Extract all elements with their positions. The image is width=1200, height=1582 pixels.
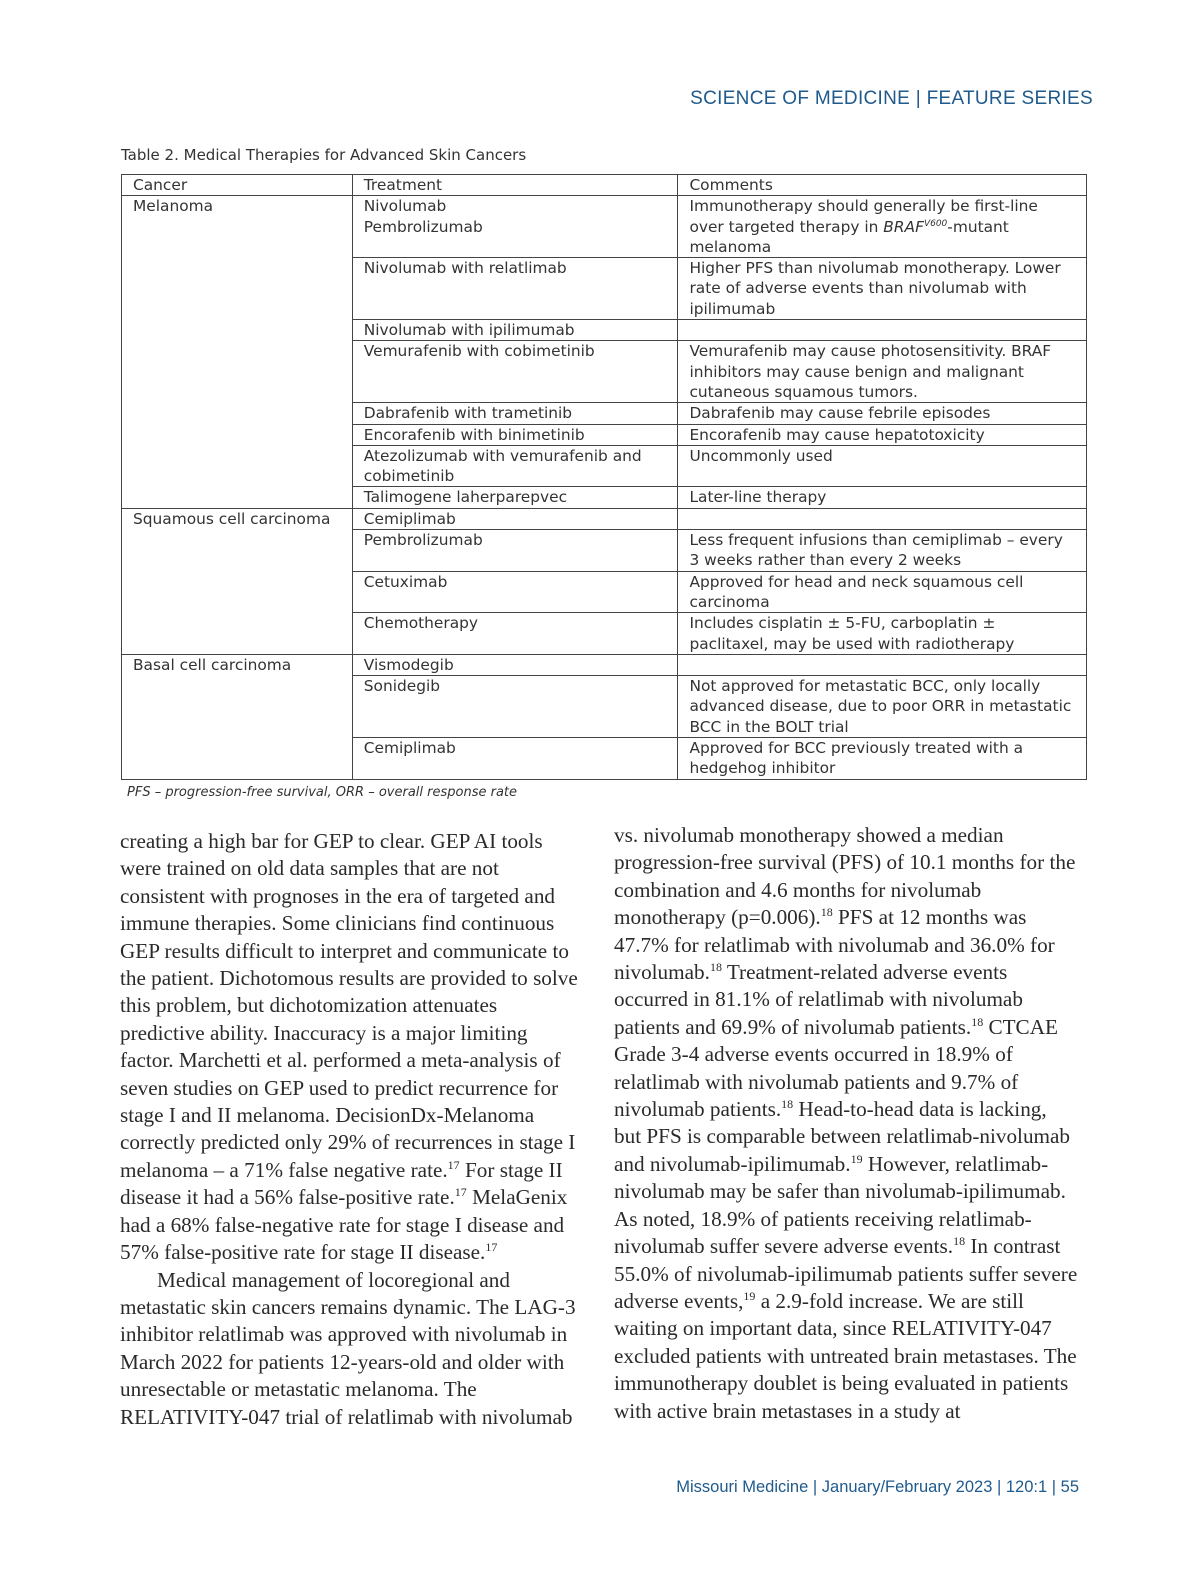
footer-divider: |: [812, 1478, 818, 1496]
comment-cell: Vemurafenib may cause photosensitivity. BRAF inhibitors may cause benign and malignant cutaneous squamous tumors.: [678, 341, 1087, 403]
treatment-cell: Cemiplimab: [352, 738, 678, 780]
comment-cell: Dabrafenib may cause febrile episodes: [678, 403, 1087, 424]
table-footnote: PFS – progression-free survival, ORR – overall response rate: [127, 785, 518, 800]
body-text: vs. nivolumab monotherapy showed a median progression-free survival (PFS) of 10.1 months for the combination and 4.6 months for nivolumab monotherapy (p=0.006).: [614, 823, 1076, 930]
comment-cell: Less frequent infusions than cemiplimab – every 3 weeks rather than every 2 weeks: [678, 530, 1087, 572]
body-paragraph: Medical management of locoregional and metastatic skin cancers remains dynamic. The LAG-3 inhibitor relatlimab was approved with nivolumab in March 2022 for patients 12-years-old and older with unresectable or metastatic melanoma. The RELATIVITY-047 trial of relatlimab with nivolumab: [120, 1267, 576, 1429]
body-text: For stage II disease it had a 56% false-positive rate.: [120, 1157, 563, 1210]
table-row: [122, 508, 1087, 529]
body-paragraph: [120, 828, 585, 1267]
treatment-cell: Sonidegib: [352, 676, 678, 738]
body-text: PFS at 12 months was 47.7% for relatlimab with nivolumab and 36.0% for nivolumab.: [614, 905, 1055, 985]
header-comments: Comments: [678, 175, 1087, 196]
citation-ref: 18: [709, 959, 722, 974]
body-text: In contrast 55.0% of nivolumab-ipilimumab patients suffer severe adverse events,: [614, 1234, 1078, 1313]
body-column-right: [614, 822, 1079, 1425]
cancer-cell: Melanoma: [122, 196, 353, 508]
comment-cell: Approved for head and neck squamous cell carcinoma: [678, 571, 1087, 613]
comment-cell: Encorafenib may cause hepatotoxicity: [678, 424, 1087, 445]
comment-cell: Higher PFS than nivolumab monotherapy. Lower rate of adverse events than nivolumab with ipilimumab: [678, 258, 1087, 320]
treatment-cell: Encorafenib with binimetinib: [352, 424, 678, 445]
treatment-name: Pembrolizumab: [363, 217, 483, 236]
body-text: However, relatlimab-nivolumab may be safer than nivolumab-ipilimumab. As noted, 18.9% of patients receiving relatlimab-nivolumab suffer severe adverse events.: [614, 1151, 1066, 1259]
body-text: CTCAE Grade 3-4 adverse events occurred in 18.9% of relatlimab with nivolumab patients and 9.7% of nivolumab patients.: [614, 1014, 1058, 1122]
comment-cell: [678, 508, 1087, 529]
comment-cell: Approved for BCC previously treated with a hedgehog inhibitor: [678, 738, 1087, 780]
header-cancer: Cancer: [122, 175, 353, 196]
journal-name: Missouri Medicine: [676, 1478, 809, 1496]
comment-text: -mutant melanoma: [689, 217, 1009, 256]
citation-ref: 19: [850, 1151, 863, 1166]
treatment-cell: Vemurafenib with cobimetinib: [352, 341, 678, 403]
feature-title: FEATURE SERIES: [926, 88, 1093, 109]
body-paragraph: [614, 822, 1079, 1425]
body-text: MelaGenix had a 68% false-negative rate for stage I disease and 57% false-positive rate for stage II disease.: [120, 1185, 568, 1265]
gene-superscript: V600: [923, 218, 948, 229]
citation-ref: 17: [454, 1185, 467, 1200]
citation-ref: 18: [781, 1097, 794, 1111]
page-number: 55: [1060, 1478, 1079, 1496]
treatment-cell: Cetuximab: [352, 571, 678, 613]
treatment-cell: Chemotherapy: [352, 613, 678, 655]
therapy-table: [121, 174, 1087, 780]
series-title: SCIENCE OF MEDICINE: [690, 88, 911, 109]
header-treatment: Treatment: [352, 175, 678, 196]
treatment-name: Nivolumab: [363, 197, 447, 216]
treatment-cell: Talimogene laherparepvec: [352, 487, 678, 508]
page-footer: [676, 1478, 1079, 1497]
citation-ref: 19: [743, 1288, 756, 1303]
citation-ref: 17: [485, 1240, 498, 1255]
treatment-cell: Cemiplimab: [352, 508, 678, 529]
cancer-cell: Squamous cell carcinoma: [122, 508, 353, 654]
treatment-cell: Nivolumab with ipilimumab: [352, 320, 678, 341]
comment-cell: [678, 654, 1087, 675]
volume-number: 120:1: [1005, 1478, 1048, 1496]
comment-cell: Later-line therapy: [678, 487, 1087, 508]
running-header: [690, 88, 1093, 110]
table-row: [122, 654, 1087, 675]
body-text: creating a high bar for GEP to clear. GEP AI tools were trained on old data samples that are not consistent with prognoses in the era of targeted and immune therapies. Some clinicians find continuous GEP results difficult to interpret and communicate to the patient. Dichotomous results are provided to solve this problem, but dichotomization attenuates predictive ability. Inaccuracy is a major limiting factor. Marchetti et al. performed a meta-analysis of seven studies on GEP used to predict recurrence for stage I and II melanoma. DecisionDx-Melanoma correctly predicted only 29% of recurrences in stage I melanoma – a 71% false negative rate.: [120, 829, 578, 1182]
citation-ref: 18: [971, 1014, 984, 1029]
treatment-cell: Atezolizumab with vemurafenib and cobimetinib: [352, 445, 678, 487]
treatment-cell: [352, 196, 678, 258]
citation-ref: 18: [820, 905, 833, 920]
comment-text: Immunotherapy should generally be first-line over targeted therapy in: [689, 197, 1038, 236]
treatment-cell: Nivolumab with relatlimab: [352, 258, 678, 320]
table-header-row: [122, 175, 1087, 196]
comment-cell: Not approved for metastatic BCC, only locally advanced disease, due to poor ORR in metastatic BCC in the BOLT trial: [678, 676, 1087, 738]
issue-date: January/February 2023: [821, 1478, 993, 1496]
gene-name: BRAF: [883, 217, 924, 236]
treatment-cell: Vismodegib: [352, 654, 678, 675]
comment-cell: [678, 320, 1087, 341]
body-text: Treatment-related adverse events occurred in 81.1% of relatlimab with nivolumab patients and 69.9% of nivolumab patients.: [614, 960, 1023, 1039]
treatment-cell: Pembrolizumab: [352, 530, 678, 572]
table-caption: Table 2. Medical Therapies for Advanced Skin Cancers: [121, 146, 527, 164]
cancer-cell: Basal cell carcinoma: [122, 654, 353, 779]
comment-cell: Includes cisplatin ± 5-FU, carboplatin ± paclitaxel, may be used with radiotherapy: [678, 613, 1087, 655]
citation-ref: 17: [447, 1157, 460, 1172]
footer-divider: |: [1051, 1478, 1057, 1496]
body-text: Head-to-head data is lacking, but PFS is comparable between relatlimab-nivolumab and nivolumab-ipilimumab.: [614, 1097, 1071, 1176]
body-text: a 2.9-fold increase. We are still waiting on important data, since RELATIVITY-047 excluded patients with untreated brain metastases. The immunotherapy doublet is being evaluated in patients with active brain metastases in a study at: [614, 1288, 1077, 1423]
citation-ref: 18: [953, 1234, 966, 1249]
treatment-cell: Dabrafenib with trametinib: [352, 403, 678, 424]
header-divider: |: [915, 88, 921, 109]
footer-divider: |: [996, 1478, 1002, 1496]
comment-cell: [678, 196, 1087, 258]
comment-cell: Uncommonly used: [678, 445, 1087, 487]
body-column-left: [120, 828, 585, 1431]
table-row: [122, 196, 1087, 258]
